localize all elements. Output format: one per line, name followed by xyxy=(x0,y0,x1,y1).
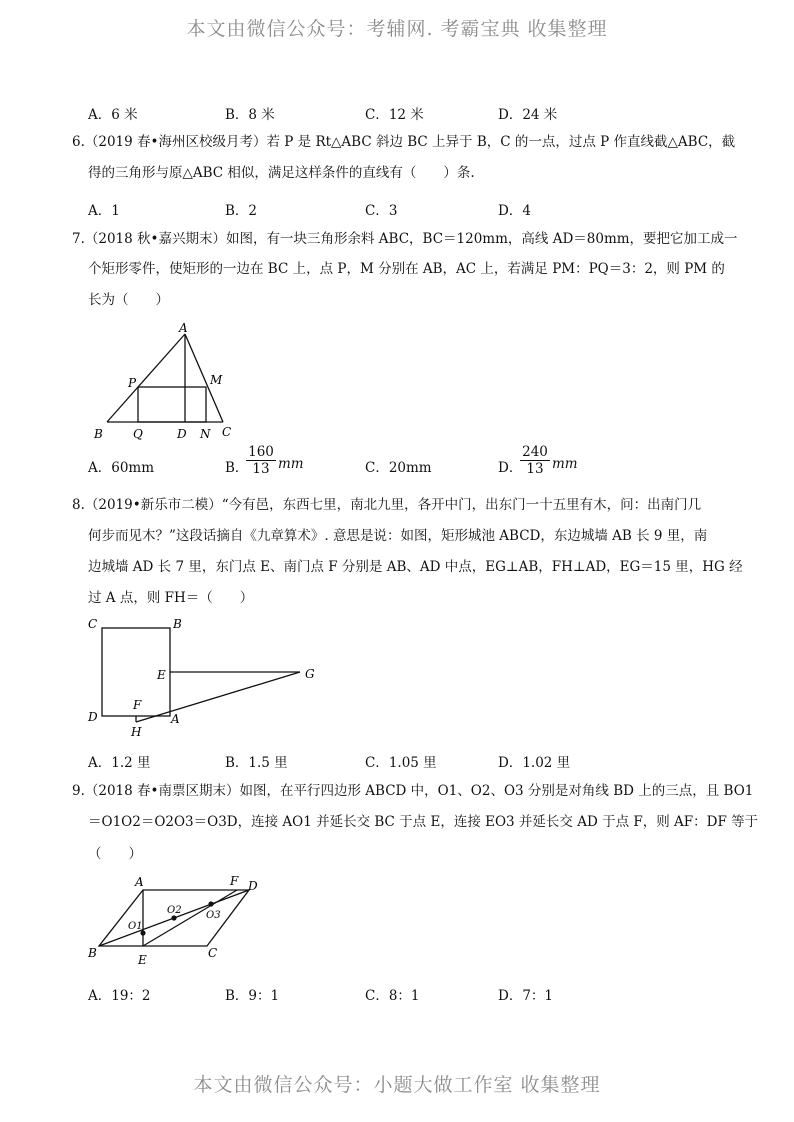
q8-label-d: D xyxy=(88,710,98,724)
q5-option-d: D．24 米 xyxy=(498,107,558,123)
q7-label-d: D xyxy=(177,427,187,441)
q8-stem-line-3: 边城墙 AD 长 7 里，东门点 E、南门点 F 分别是 AB、AD 中点，EG⊥AB，FH⊥AD，EG＝15 里，HG 经 xyxy=(88,559,743,575)
q7-stem-line-1: 7.（2018 秋•嘉兴期末）如图，有一块三角形余料 ABC，BC＝120mm，高线 AD＝80mm，要把它加工成一 xyxy=(72,231,738,247)
q8-label-e: E xyxy=(157,668,166,682)
q7-option-b-fraction xyxy=(246,445,276,476)
q8-label-b: B xyxy=(173,617,182,631)
q9-stem-line-3: （ ） xyxy=(88,846,142,862)
q6-option-b: B．2 xyxy=(225,203,258,219)
q9-label-b: B xyxy=(88,946,97,960)
header-watermark: 本文由微信公众号：考辅网. 考霸宝典 收集整理 xyxy=(186,18,608,40)
q5-option-a: A．6 米 xyxy=(88,107,138,123)
q7-label-a: A xyxy=(179,321,188,335)
q8-option-b: B．1.5 里 xyxy=(225,755,288,771)
q7-option-b-prefix: B． xyxy=(225,460,249,476)
q9-parallelogram-figure xyxy=(85,872,265,970)
q7-option-b-denominator: 13 xyxy=(252,461,270,477)
q7-option-d-denominator: 13 xyxy=(526,461,544,477)
q7-option-c: C．20mm xyxy=(365,460,432,476)
q6-option-a: A．1 xyxy=(88,203,120,219)
q7-option-d-unit: mm xyxy=(552,456,578,472)
q9-option-a: A．19：2 xyxy=(88,988,151,1004)
q8-stem-line-1: 8.（2019•新乐市二模）“今有邑，东西七里，南北九里，各开中门，出东门一十五里有木，问：出南门几 xyxy=(72,497,702,513)
q8-label-c: C xyxy=(88,617,98,631)
q7-label-c: C xyxy=(222,425,232,439)
q7-triangle-figure xyxy=(90,318,240,443)
q7-option-d-fraction xyxy=(520,445,550,476)
q9-label-f: F xyxy=(230,874,239,888)
q8-option-a: A．1.2 里 xyxy=(88,755,151,771)
q9-label-o3: O3 xyxy=(206,910,221,921)
footer-watermark: 本文由微信公众号：小题大做工作室 收集整理 xyxy=(193,1074,601,1096)
q7-stem-line-2: 个矩形零件，使矩形的一边在 BC 上，点 P，M 分别在 AB，AC 上，若满足 PM：PQ＝3：2，则 PM 的 xyxy=(88,261,725,277)
q8-city-figure xyxy=(85,612,325,742)
q8-label-h: H xyxy=(131,725,142,739)
q8-label-a: A xyxy=(171,712,180,726)
q9-label-a: A xyxy=(135,875,144,889)
q7-option-d-numerator: 240 xyxy=(522,444,548,460)
q5-option-b: B．8 米 xyxy=(225,107,275,123)
q9-stem-line-1: 9.（2018 春•南票区期末）如图，在平行四边形 ABCD 中，O1、O2、O3 分别是对角线 BD 上的三点，且 BO1 xyxy=(72,783,754,799)
q7-option-d-prefix: D． xyxy=(498,460,523,476)
q9-label-o1: O1 xyxy=(128,921,143,932)
q6-option-d: D．4 xyxy=(498,203,531,219)
q7-stem-line-3: 长为（ ） xyxy=(88,292,169,308)
q7-label-b: B xyxy=(94,427,103,441)
q6-stem-line-1: 6.（2019 春•海州区校级月考）若 P 是 Rt△ABC 斜边 BC 上异于 B，C 的一点，过点 P 作直线截△ABC，截 xyxy=(72,134,736,150)
q8-option-c: C．1.05 里 xyxy=(365,755,437,771)
q7-label-n: N xyxy=(200,427,211,441)
q8-label-g: G xyxy=(305,667,315,681)
q7-label-q: Q xyxy=(133,427,143,441)
q9-stem-line-2: ＝O1O2＝O2O3＝O3D，连接 AO1 并延长交 BC 于点 E，连接 EO3 并延长交 AD 于点 F，则 AF：DF 等于 xyxy=(88,814,759,830)
q8-option-d: D．1.02 里 xyxy=(498,755,571,771)
q9-label-d: D xyxy=(248,879,258,893)
q7-label-m: M xyxy=(210,373,223,387)
q9-option-c: C．8：1 xyxy=(365,988,420,1004)
q9-label-e: E xyxy=(138,953,147,967)
q8-stem-line-4: 过 A 点，则 FH＝（ ） xyxy=(88,590,254,606)
q8-stem-line-2: 何步而见木？”这段话摘自《九章算术》. 意思是说：如图，矩形城池 ABCD，东边城墙 AB 长 9 里，南 xyxy=(88,528,708,544)
q7-label-p: P xyxy=(128,376,137,390)
q6-stem-line-2: 得的三角形与原△ABC 相似，满足这样条件的直线有（ ）条. xyxy=(88,165,475,181)
q7-option-b-numerator: 160 xyxy=(248,444,274,460)
q9-option-d: D．7：1 xyxy=(498,988,554,1004)
q5-option-c: C．12 米 xyxy=(365,107,424,123)
q7-option-a: A．60mm xyxy=(88,460,155,476)
q9-label-o2: O2 xyxy=(167,905,182,916)
q6-option-c: C．3 xyxy=(365,203,398,219)
q7-option-b-unit: mm xyxy=(278,456,304,472)
q8-label-f: F xyxy=(133,698,142,712)
q9-option-b: B．9：1 xyxy=(225,988,280,1004)
q9-label-c: C xyxy=(208,946,218,960)
